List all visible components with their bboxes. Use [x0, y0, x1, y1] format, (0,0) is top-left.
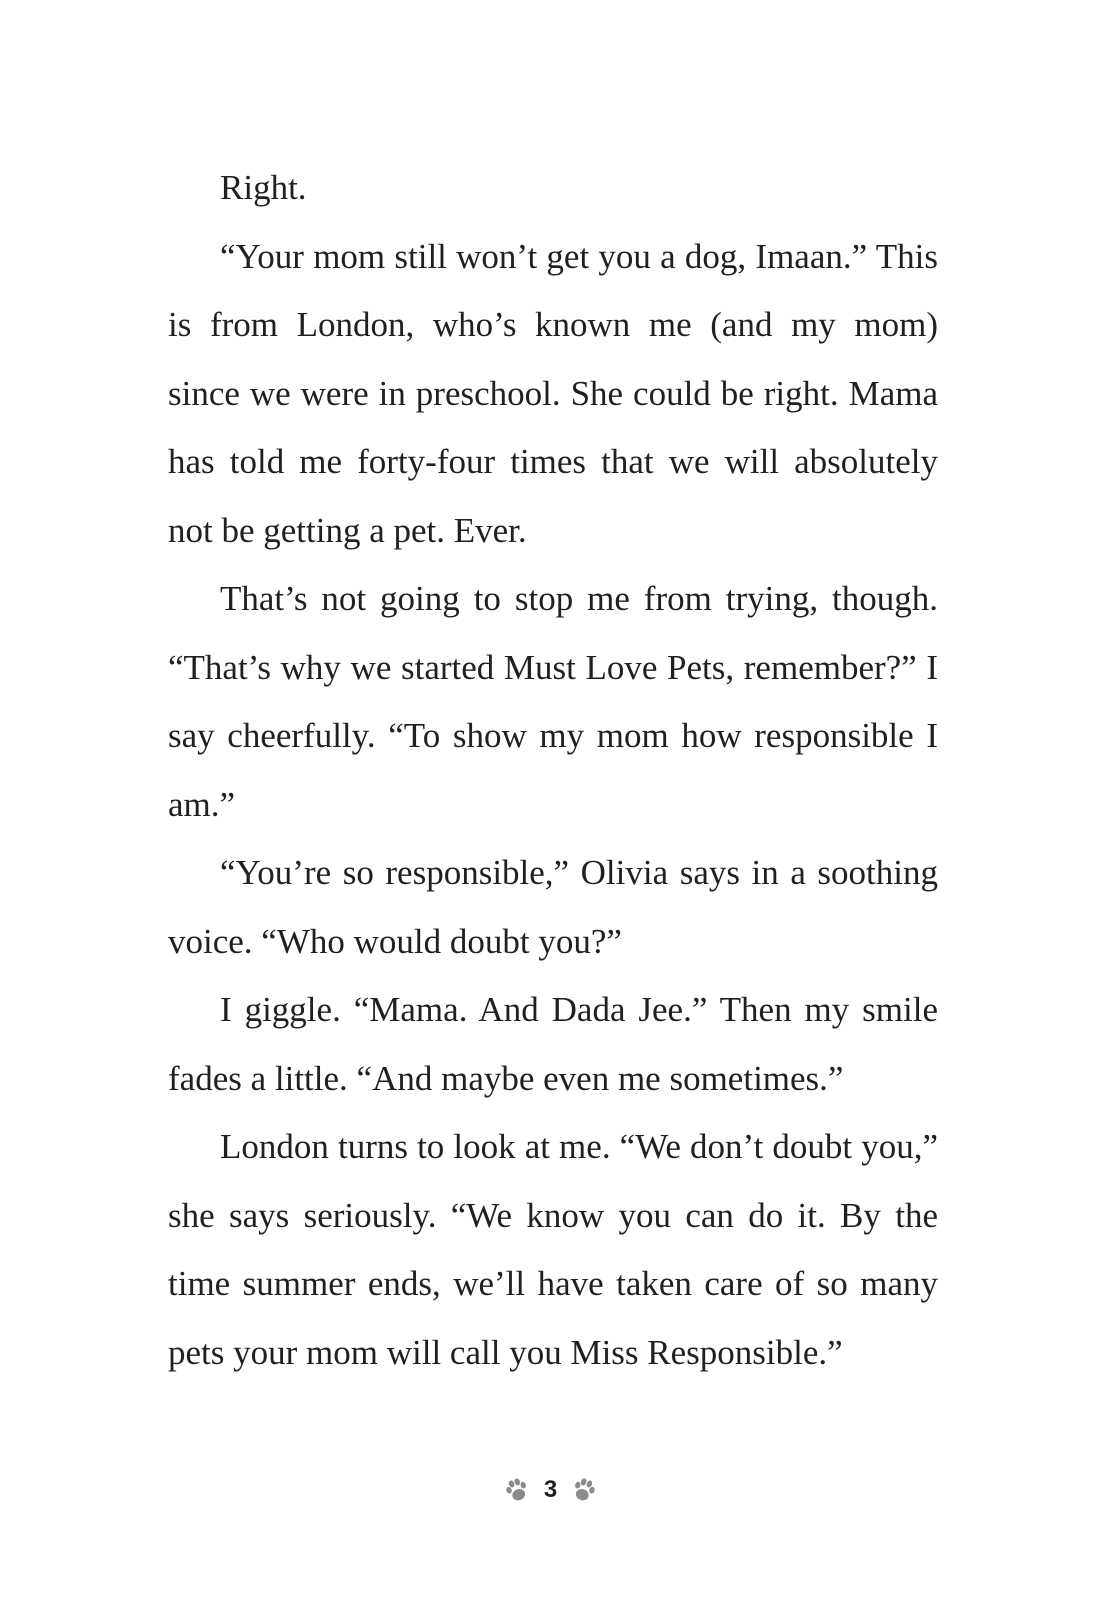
paragraph-2: “Your mom still won’t get you a dog, Imaan.” This is from London, who’s known me (and my mom) since we were in preschool. She could be right. Mama has told me forty-four times that we will absolutely not be getting a pet. Ever.	[168, 236, 938, 550]
body-text	[168, 154, 938, 1387]
paragraph-3: That’s not going to stop me from trying, though. “That’s why we started Must Love Pets, remember?” I say cheerfully. “To show my mom how responsible I am.”	[168, 579, 938, 824]
paragraph-4: “You’re so responsible,” Olivia says in a soothing voice. “Who would doubt you?”	[168, 853, 938, 961]
paragraph-1: Right.	[220, 168, 307, 207]
paragraph-5: I giggle. “Mama. And Dada Jee.” Then my smile fades a little. “And maybe even me sometimes.”	[168, 990, 938, 1098]
page-number: 3	[543, 1476, 558, 1503]
paw-print-icon	[502, 1475, 532, 1505]
paragraph-6: London turns to look at me. “We don’t doubt you,” she says seriously. “We know you can do it. By the time summer ends, we’ll have taken care of so many pets your mom will call you Miss Responsible.”	[168, 1127, 938, 1372]
paw-print-icon	[569, 1475, 599, 1505]
page-footer	[0, 1470, 1101, 1510]
